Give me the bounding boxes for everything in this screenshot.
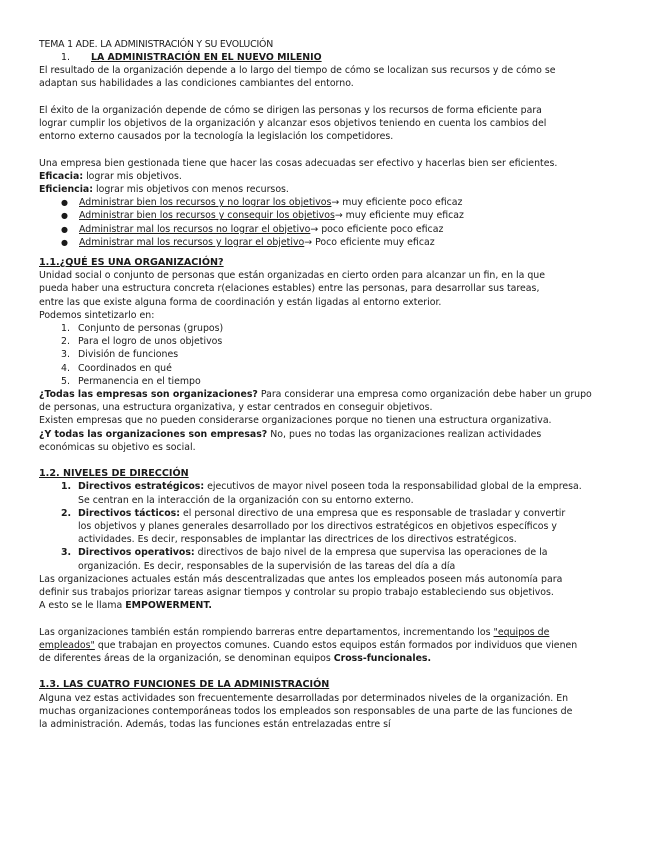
list-number: 4.: [61, 362, 70, 374]
level-term: Directivos estratégicos:: [78, 481, 205, 493]
cross-functional-term: Cross-funcionales.: [333, 653, 432, 665]
s1-p1-line-2: adaptan sus habilidades a las condiciones cambiantes del entorno.: [39, 78, 354, 90]
bullet-underlined: Administrar bien los recursos y conseguir los objetivos: [79, 210, 335, 222]
list-item: [61, 362, 615, 375]
eficiencia-definition: [39, 183, 615, 196]
section-1-2-title: 1.2. NIVELES DE DIRECCIÓN: [39, 468, 189, 480]
bullet-result: → muy eficiente muy eficaz: [334, 210, 464, 222]
list-item: [61, 322, 615, 335]
list-number: 1.: [61, 481, 72, 493]
bullet-item: [61, 223, 615, 236]
level-text: ejecutivos de mayor nivel poseen toda la responsabilidad global de la empresa.: [204, 481, 582, 493]
section-1-1-title: 1.1.¿QUÉ ES UNA ORGANIZACIÓN?: [39, 257, 224, 269]
s11-p3: Existen empresas que no pueden considerarse organizaciones porque no tienen una estructura organizativa.: [39, 415, 552, 427]
s11-p2: Podemos sintetizarlo en:: [39, 309, 155, 321]
s12-p2-middle: que trabajan en proyectos comunes. Cuando estos equipos están formados por individuos que vienen: [94, 639, 578, 651]
equipos-link-part-2[interactable]: empleados": [39, 639, 95, 651]
s13-p1-line-2: muchas organizaciones contemporáneas todos los empleados son responsables de una parte de las funciones de: [39, 705, 573, 717]
list-number: 1.: [61, 323, 70, 335]
s12-p2-start: Las organizaciones también están rompiendo barreras entre departamentos, incrementando los: [39, 626, 494, 638]
bullet-underlined: Administrar mal los recursos y lograr el objetivo: [79, 236, 305, 248]
eficacia-definition: [39, 170, 615, 183]
section-1-title: LA ADMINISTRACIÓN EN EL NUEVO MILENIO: [91, 52, 322, 63]
s13-p1-line-1: Alguna vez estas actividades son frecuentemente desarrolladas por determinados niveles de la organización. En: [39, 692, 569, 704]
question-1: ¿Todas las empresas son organizaciones?: [39, 389, 258, 401]
list-text: Para el logro de unos objetivos: [78, 336, 223, 348]
bullet-item: [61, 196, 615, 209]
s1-p1-line-1: El resultado de la organización depende a lo largo del tiempo de cómo se localizan sus recursos y de cómo se: [39, 65, 556, 77]
question-2-line-1: [39, 428, 615, 441]
list-text: Permanencia en el tiempo: [78, 375, 201, 387]
bullet-underlined: Administrar bien los recursos y no lograr los objetivos: [79, 197, 332, 209]
answer-2-start: No, pues no todas las organizaciones realizan actividades: [267, 428, 542, 440]
s12-p2-line-2: [39, 639, 615, 652]
eficacia-term: Eficacia:: [39, 170, 84, 182]
s12-p2-end: de diferentes áreas de la organización, se denominan equipos: [39, 653, 334, 665]
level-term: Directivos operativos:: [78, 547, 195, 559]
bullet-item: [61, 209, 615, 222]
section-1-number: 1.: [61, 52, 70, 63]
organization-elements-list: [39, 322, 615, 388]
s1-p2-line-3: entorno externo causados por la tecnología la legislación los competidores.: [39, 131, 394, 143]
empowerment-term: EMPOWERMENT.: [125, 600, 212, 612]
efficiency-bullet-list: [39, 196, 615, 249]
list-item: [61, 335, 615, 348]
question-2: ¿Y todas las organizaciones son empresas?: [39, 428, 268, 440]
eficiencia-term: Eficiencia:: [39, 184, 94, 195]
bullet-item: [61, 236, 615, 249]
level-text-cont: organización. Es decir, responsables de la supervisión de las tareas del día a día: [78, 560, 456, 572]
list-number: 2.: [61, 507, 72, 519]
list-number: 3.: [61, 547, 72, 559]
s1-p3: Una empresa bien gestionada tiene que hacer las cosas adecuadas ser efectivo y hacerlas bien ser eficientes.: [39, 157, 558, 169]
bullet-result: → Poco eficiente muy eficaz: [304, 236, 435, 248]
eficiencia-text: lograr mis objetivos con menos recursos.: [93, 184, 289, 195]
s12-p1-line-1: Las organizaciones actuales están más descentralizadas que antes los empleados poseen más autonomía para: [39, 573, 563, 585]
doc-title: TEMA 1 ADE. LA ADMINISTRACIÓN Y SU EVOLUCIÓN: [39, 39, 274, 50]
list-number: 5.: [61, 375, 70, 387]
s11-p1-line-3: entre las que existe alguna forma de coordinación y están ligadas al entorno exterior.: [39, 296, 442, 308]
level-term: Directivos tácticos:: [78, 507, 181, 519]
list-text: División de funciones: [78, 349, 179, 361]
list-text: Conjunto de personas (grupos): [78, 323, 224, 335]
list-item: [61, 507, 615, 547]
list-number: 2.: [61, 336, 70, 348]
list-item: [61, 546, 615, 572]
s11-p1-line-2: pueda haber una estructura concreta r(elaciones estables) entre las personas, para desarrollar sus tareas,: [39, 283, 540, 295]
answer-1-line-2: de personas, una estructura organizativa, y estar centrados en conseguir objetivos.: [39, 402, 433, 414]
eficacia-text: lograr mis objetivos.: [83, 170, 182, 182]
list-number: 3.: [61, 349, 70, 361]
empowerment-intro: A esto se le llama: [39, 600, 126, 612]
list-text: Coordinados en qué: [78, 362, 172, 374]
bullet-result: → poco eficiente poco eficaz: [310, 223, 444, 235]
level-text-cont: actividades. Es decir, responsables de implantar las directrices de los directivos estratégicos.: [78, 534, 517, 546]
section-1-heading: [39, 51, 615, 64]
level-text-cont: Se centran en la interacción de la organización con su entorno externo.: [78, 494, 414, 506]
s12-p1-line-3: [39, 599, 615, 612]
level-text: el personal directivo de una empresa que es responsable de trasladar y convertir: [180, 507, 566, 519]
question-1-line-1: [39, 388, 615, 401]
bullet-underlined: Administrar mal los recursos no lograr el objetivo: [79, 223, 311, 235]
section-1-3-title: 1.3. LAS CUATRO FUNCIONES DE LA ADMINISTRACIÓN: [39, 679, 330, 691]
bullet-result: → muy eficiente poco eficaz: [331, 197, 463, 209]
equipos-link-part-1[interactable]: "equipos de: [493, 626, 550, 638]
list-item: [61, 348, 615, 361]
list-item: [61, 375, 615, 388]
s12-p1-line-2: definir sus trabajos priorizar tareas asignar tiempos y controlar su propio trabajo estableciendo sus objetivos.: [39, 587, 554, 599]
answer-1-start: Para considerar una empresa como organización debe haber un grupo: [257, 389, 592, 401]
s12-p2-line-3: [39, 652, 615, 665]
answer-2-line-2: económicas su objetivo es social.: [39, 441, 196, 453]
s12-p2-line-1: [39, 626, 615, 639]
s1-p2-line-1: El éxito de la organización depende de cómo se dirigen las personas y los recursos de forma eficiente para: [39, 104, 542, 116]
level-text: directivos de bajo nivel de la empresa que supervisa las operaciones de la: [194, 547, 548, 559]
s1-p2-line-2: lograr cumplir los objetivos de la organización y alcanzar esos objetivos teniendo en cuenta los cambios del: [39, 118, 547, 129]
direction-levels-list: [39, 480, 615, 572]
list-item: [61, 480, 615, 506]
s13-p1-line-3: la administración. Además, todas las funciones están entrelazadas entre sí: [39, 719, 391, 731]
level-text-cont: los objetivos y planes generales desarrollado por los directivos estratégicos en objetivos específicos y: [78, 521, 557, 533]
s11-p1-line-1: Unidad social o conjunto de personas que están organizadas en cierto orden para alcanzar un fin, en la que: [39, 270, 545, 282]
